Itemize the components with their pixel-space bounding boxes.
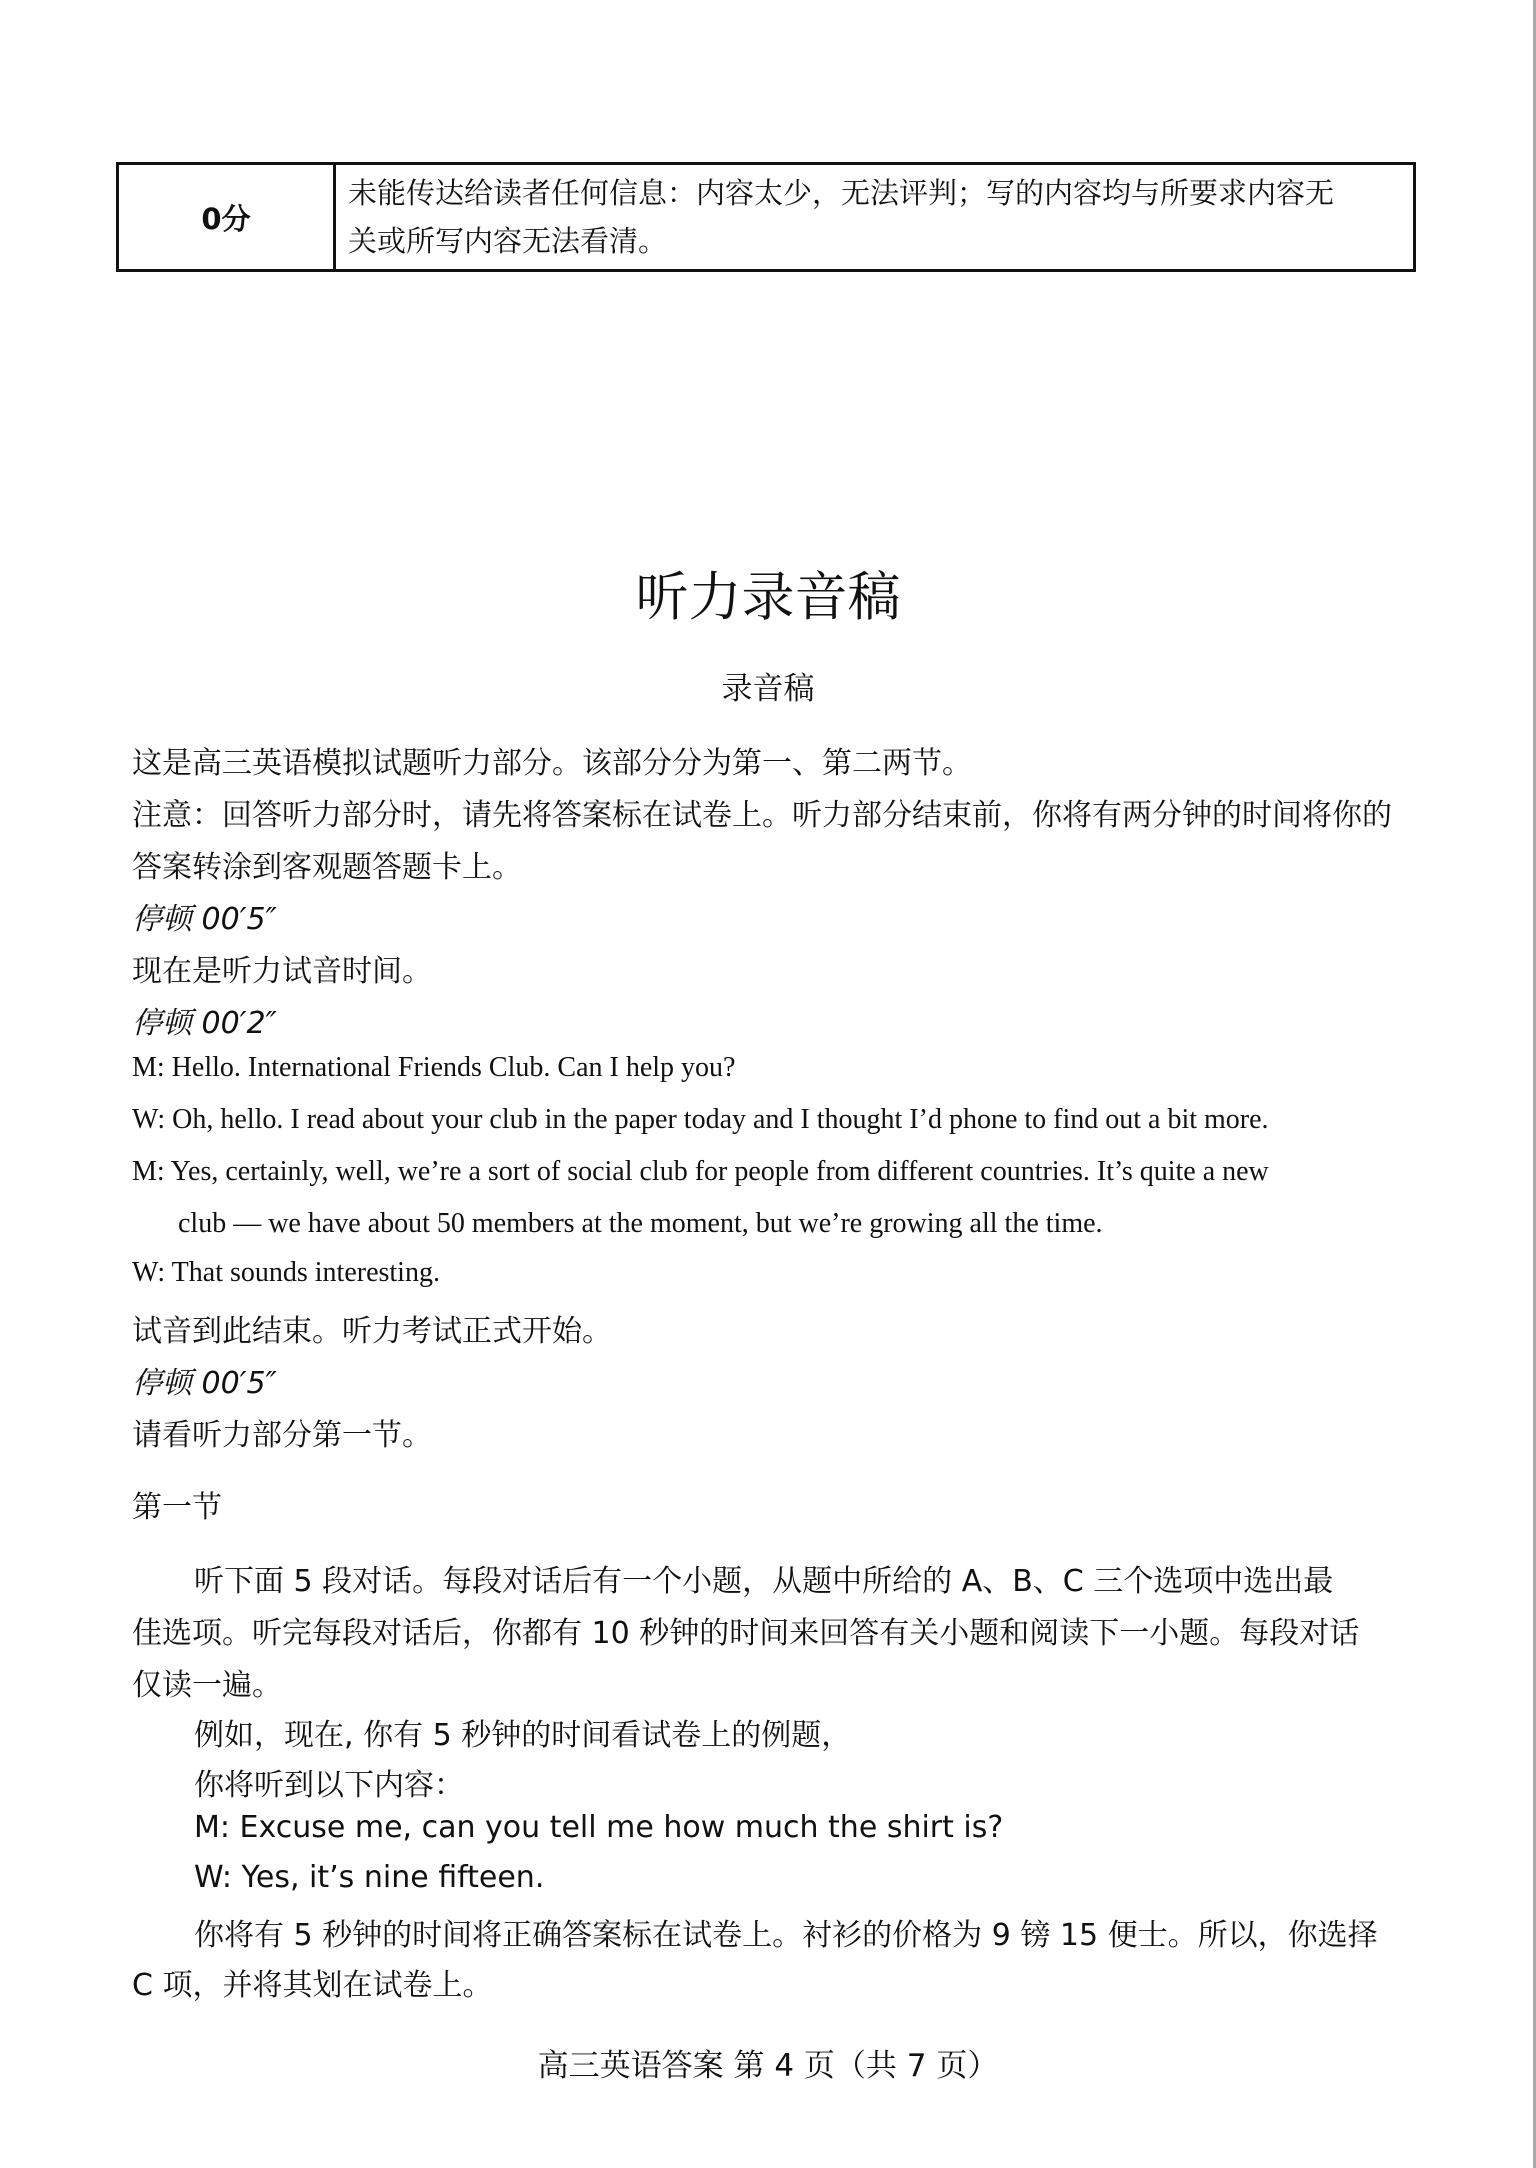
section-heading: 第一节 bbox=[132, 1490, 222, 1525]
example-explanation-continued: C 项，并将其划在试卷上。 bbox=[132, 1968, 493, 2003]
page-title: 听力录音稿 bbox=[635, 567, 901, 628]
intro-line: 这是高三英语模拟试题听力部分。该部分分为第一、第二两节。 bbox=[132, 746, 972, 781]
example-intro: 例如，现在, 你有 5 秒钟的时间看试卷上的例题， bbox=[194, 1718, 852, 1753]
pause-note: 停顿 00′2″ bbox=[132, 1006, 277, 1041]
pause-note: 停顿 00′5″ bbox=[132, 1366, 277, 1401]
example-explanation: 你将有 5 秒钟的时间将正确答案标在试卷上。衬衫的价格为 9 镑 15 便士。所以，你选择 bbox=[194, 1918, 1378, 1953]
example-intro: 你将听到以下内容： bbox=[194, 1768, 464, 1803]
pause-note: 停顿 00′5″ bbox=[132, 902, 277, 937]
rubric-row bbox=[118, 164, 1415, 271]
trial-notice: 现在是听力试音时间。 bbox=[132, 954, 432, 989]
score-cell: 0分 bbox=[118, 164, 335, 271]
notice-line: 注意：回答听力部分时，请先将答案标在试卷上。听力部分结束前，你将有两分钟的时间将你的 bbox=[132, 798, 1392, 833]
description-line-1: 未能传达给读者任何信息：内容太少，无法评判；写的内容均与所要求内容无 bbox=[348, 176, 1335, 210]
trial-end-notice: 试音到此结束。听力考试正式开始。 bbox=[132, 1314, 612, 1349]
description-cell bbox=[335, 164, 1415, 271]
example-dialogue-line: M: Excuse me, can you tell me how much the shirt is? bbox=[194, 1810, 1004, 1845]
page-subtitle: 录音稿 bbox=[721, 671, 815, 707]
description-line-2: 关或所写内容无法看清。 bbox=[348, 224, 668, 258]
dialogue-line-continued: club — we have about 50 members at the moment, but we’re growing all the time. bbox=[178, 1208, 1103, 1239]
dialogue-line: W: That sounds interesting. bbox=[132, 1257, 440, 1288]
page-footer: 高三英语答案 第 4 页（共 7 页） bbox=[537, 2048, 999, 2084]
dialogue-line: W: Oh, hello. I read about your club in the paper today and I thought I’d phone to find out a bit more. bbox=[132, 1104, 1269, 1135]
section-direction-continued: 佳选项。听完每段对话后，你都有 10 秒钟的时间来回答有关小题和阅读下一小题。每段对话 bbox=[132, 1616, 1360, 1651]
section-instruction: 请看听力部分第一节。 bbox=[132, 1418, 432, 1453]
notice-line-continued: 答案转涂到客观题答题卡上。 bbox=[132, 850, 522, 885]
section-direction-continued: 仅读一遍。 bbox=[132, 1668, 282, 1703]
dialogue-line: M: Yes, certainly, well, we’re a sort of social club for people from different countries. It’s quite a new bbox=[132, 1156, 1269, 1187]
section-direction: 听下面 5 段对话。每段对话后有一个小题，从题中所给的 A、B、C 三个选项中选出最 bbox=[194, 1564, 1334, 1599]
dialogue-line: M: Hello. International Friends Club. Can I help you? bbox=[132, 1052, 736, 1083]
example-dialogue-line: W: Yes, it’s nine fifteen. bbox=[194, 1860, 545, 1895]
rubric-table bbox=[116, 162, 1416, 272]
